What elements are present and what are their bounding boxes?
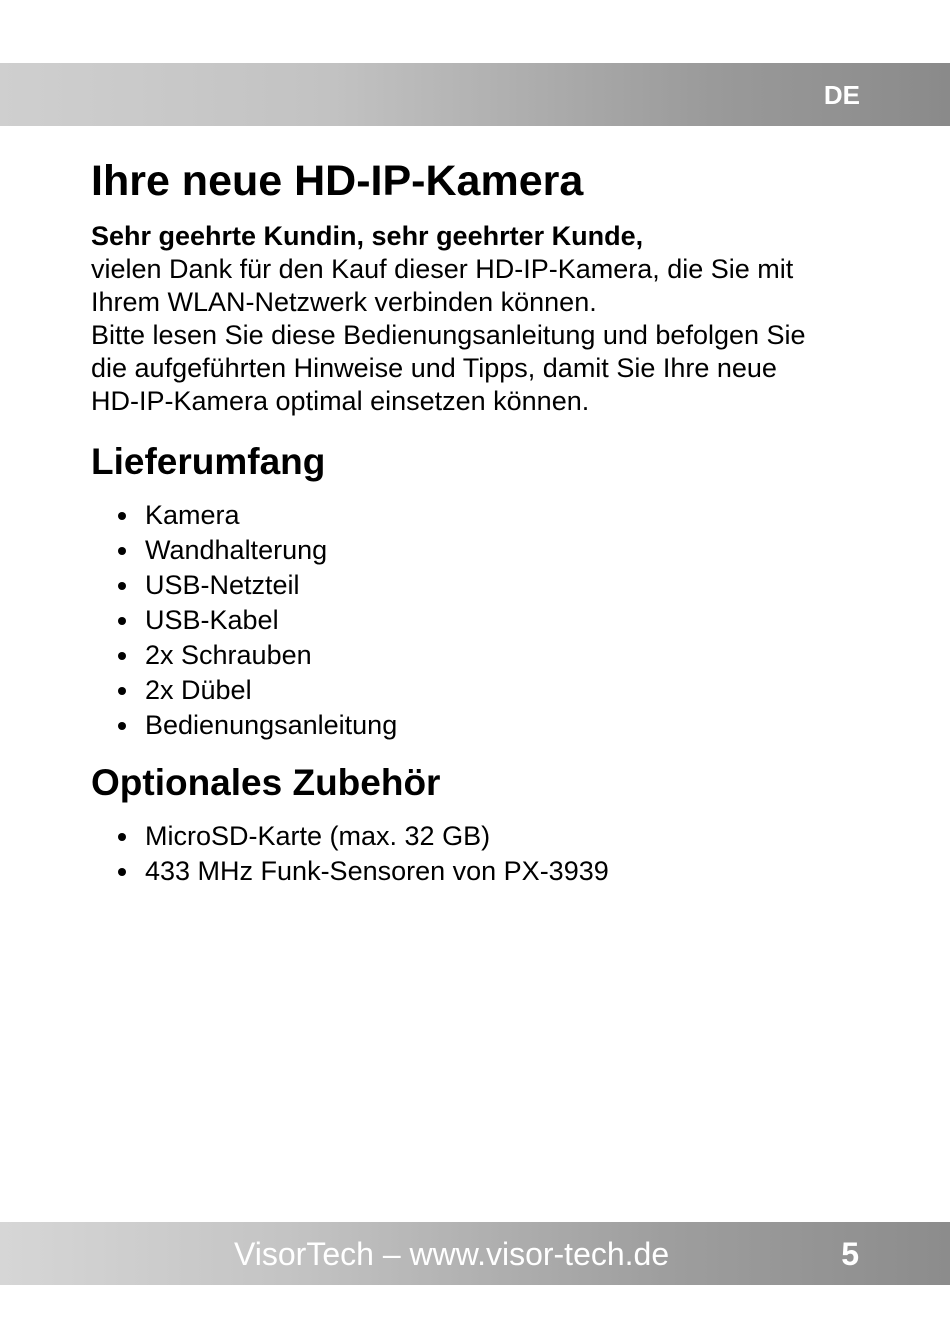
intro-text (91, 253, 871, 418)
list-item-label: USB-Netzteil (145, 570, 300, 600)
list-item (91, 638, 871, 673)
list-item-label: Wandhalterung (145, 535, 328, 565)
bullet-icon (118, 833, 126, 841)
greeting: Sehr geehrte Kundin, sehr geehrter Kunde, (91, 221, 644, 251)
footer-bar (0, 1222, 950, 1285)
list-item (91, 854, 871, 889)
bullet-icon (118, 652, 126, 660)
intro-line: die aufgeführten Hinweise und Tipps, damit Sie Ihre neue (91, 353, 777, 383)
list-item-label: 2x Dübel (145, 675, 252, 705)
footer-brand-url: VisorTech – www.visor-tech.de (234, 1236, 670, 1272)
intro-line: Bitte lesen Sie diese Bedienungsanleitung und befolgen Sie (91, 320, 806, 350)
bullet-icon (118, 868, 126, 876)
list-item-label: Bedienungsanleitung (145, 710, 398, 740)
list-item (91, 603, 871, 638)
page-content (91, 155, 871, 889)
accessories-list (91, 819, 871, 889)
intro-line: Ihrem WLAN-Netzwerk verbinden können. (91, 287, 597, 317)
bullet-icon (118, 617, 126, 625)
bullet-icon (118, 722, 126, 730)
bullet-icon (118, 582, 126, 590)
intro-line: HD-IP-Kamera optimal einsetzen können. (91, 386, 590, 416)
list-item (91, 819, 871, 854)
list-item-label: Kamera (145, 500, 240, 530)
list-item-label: 2x Schrauben (145, 640, 312, 670)
bullet-icon (118, 687, 126, 695)
intro-line: vielen Dank für den Kauf dieser HD-IP-Kamera, die Sie mit (91, 254, 794, 284)
header-bar (0, 63, 950, 126)
accessories-heading: Optionales Zubehör (91, 762, 441, 803)
list-item (91, 673, 871, 708)
delivery-list (91, 498, 871, 743)
list-item-label: USB-Kabel (145, 605, 279, 635)
list-item (91, 533, 871, 568)
list-item (91, 568, 871, 603)
bullet-icon (118, 512, 126, 520)
page-title: Ihre neue HD-IP-Kamera (91, 157, 584, 205)
list-item (91, 708, 871, 743)
list-item-label: MicroSD-Karte (max. 32 GB) (145, 821, 491, 851)
list-item (91, 498, 871, 533)
language-label: DE (823, 80, 860, 110)
list-item-label: 433 MHz Funk-Sensoren von PX-3939 (145, 856, 609, 886)
delivery-heading: Lieferumfang (91, 441, 326, 482)
bullet-icon (118, 547, 126, 555)
page-number: 5 (841, 1236, 859, 1272)
